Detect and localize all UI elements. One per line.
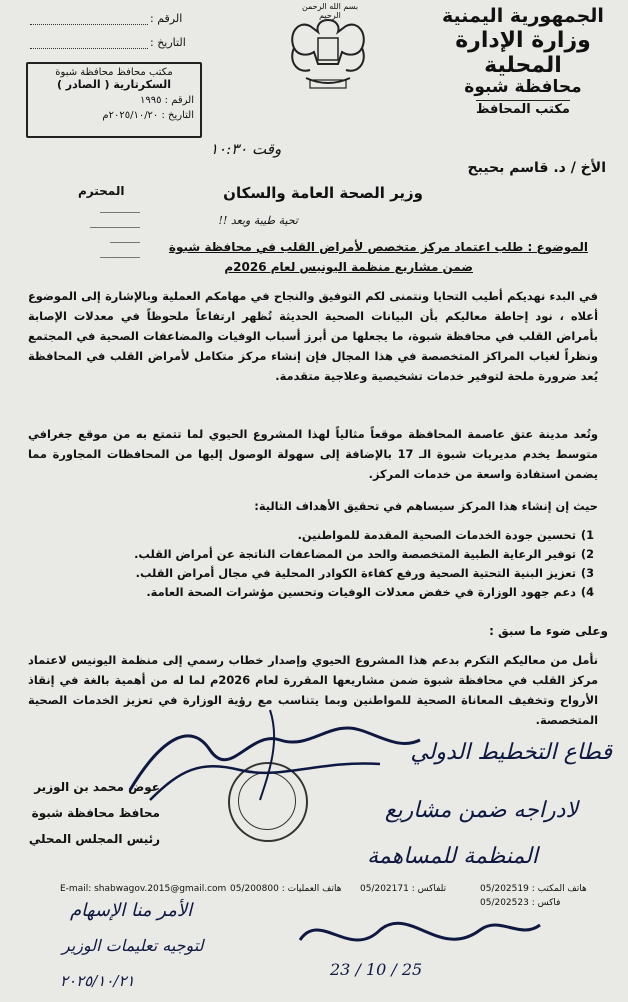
respect-word: المحترم <box>78 184 125 198</box>
ref-date-line <box>30 48 148 49</box>
ref-number-line <box>30 24 148 25</box>
footer-phone-office: هاتف المكتب : 05/202519 <box>480 884 587 894</box>
signature-scribble <box>120 700 430 810</box>
republic-name: الجمهورية اليمنية <box>442 5 604 27</box>
footer-telefax: تلفاكس : 05/202171 <box>360 884 447 894</box>
letterhead <box>428 6 618 118</box>
handwritten-note-left-date: ٢٠٢٥/١٠/٢١ <box>60 972 135 990</box>
ref-number-label: الرقم : <box>150 12 183 25</box>
subject-line-1: الموضوع : طلب اعتماد مركز متخصص لأمراض القلب في محافظة شبوة <box>168 240 588 254</box>
handwritten-directive-2: لادراجه ضمن مشاريع <box>384 798 578 823</box>
eagle-crest-icon <box>280 4 376 104</box>
handwritten-date: 23 / 10 / 25 <box>330 960 423 979</box>
ref-date-label: التاريخ : <box>150 36 186 49</box>
goals-list <box>34 526 594 602</box>
paragraph-intro: في البدء نهديكم أطيب التحايا ونتمنى لكم التوفيق والنجاح في مهامكم العملية وبالإشارة إلى الموضوع أعلاه ، نود إحاطة معاليكم بأن البيانات الصحية الحديثة تُظهر ارتفاعاً ملحوظاً في معدلات الإصابة بأمراض القلب في محافظة شبوة، ما يجعلها من أبرز أسباب الوفيات والمضاعفات الصحية في المجتمع ونظراً لغياب المراكز المتخصصة في هذا المجال فإن إنشاء مركز متكامل لأمراض القلب في المحافظة يُعد ضرورة ملحة لتوفير خدمات تشخيصية وعلاجية متقدمة. <box>28 289 598 383</box>
office-name: مكتب المحافظ <box>476 101 570 117</box>
conclusion-paragraph: نأمل من معاليكم التكرم بدعم هذا المشروع الحيوي وإصدار خطاب رسمي إلى منظمة اليونيس لاعتماد مركز القلب في محافظة شبوة ضمن مشاريعها المقررة لعام 2026م لما له من أهمية بالغة في إنقاذ الأرواح وتخفيف المعاناة الصحية للمواطنين وبما يتناسب مع رؤية الوزارة في تعزيز الخدمات الصحية المتخصصة. <box>28 653 599 727</box>
subject-line-2: ضمن مشاريع منظمة اليونيس لعام 2026م <box>224 260 473 274</box>
list-item: 2)توفير الرعاية الطبية المتخصصة والحد من المضاعفات الناتجة عن أمراض القلب. <box>134 547 594 561</box>
handwritten-directive-3: المنظمة للمساهمة <box>367 844 538 869</box>
margin-handwriting: ―――― ――――― ――― ―――― <box>90 207 140 263</box>
paragraph-location: وتُعد مدينة عتق عاصمة المحافظة موقعاً مثالياً لهذا المشروع الحيوي لما تتمتع به من موقع جغرافي متوسط يخدم مديريات شبوة الـ 17 بالإضافة إلى سهولة الوصول إليها من المحافظات المجاورة مما يضمن استفادة واسعة من خدمات المركز. <box>28 427 598 481</box>
list-item: 4)دعم جهود الوزارة في خفض معدلات الوفيات وتحسين مؤشرات الصحة العامة. <box>146 585 594 599</box>
list-item: 1)تحسين جودة الخدمات الصحية المقدمة للمواطنين. <box>297 528 594 542</box>
handwritten-time: وقت ١٠:٣٠ <box>210 140 282 158</box>
governorate-name: محافظة شبوة <box>464 77 582 98</box>
stamp-number: الرقم : ١٩٩٥ <box>140 95 194 106</box>
greeting: تحية طيبة وبعد !! <box>218 214 298 227</box>
addressee-name: الأخ / د. قاسم بحيبح <box>467 160 606 176</box>
handwritten-directive-1: قطاع التخطيط الدولي <box>410 740 612 765</box>
conclusion-heading: وعلى ضوء ما سبق : <box>489 624 608 638</box>
paragraph-goals-intro: حيث إن إنشاء هذا المركز سيساهم في تحقيق الأهداف التالية: <box>254 499 598 513</box>
footer-email: E-mail: shabwagov.2015@gmail.com <box>60 884 227 894</box>
outgoing-stamp <box>26 62 202 138</box>
stamp-date: التاريخ : ٢٠٢٥/١٠/٢٠م <box>102 110 194 121</box>
signatory-title: محافظ محافظة شبوة <box>31 806 160 820</box>
ministry-name: وزارة الإدارة المحلية <box>455 27 591 79</box>
handwritten-note-left-1: الأمر منا الإسهام <box>70 900 193 921</box>
signatory-name: عوض محمد بن الوزير <box>34 780 160 794</box>
addressee-title: وزير الصحة العامة والسكان <box>223 184 423 202</box>
footer-phone-ops: هاتف العمليات : 05/200800 <box>230 884 342 894</box>
handwritten-note-left-2: لتوجيه تعليمات الوزير <box>62 936 204 955</box>
footer-fax: فاكس : 05/202523 <box>480 898 561 908</box>
stamp-office: مكتب محافظ محافظة شبوة <box>55 67 173 78</box>
basmala: بسم الله الرحمن الرحيم <box>301 2 359 20</box>
signatory-council: رئيس المجلس المحلي <box>28 832 160 846</box>
list-item: 3)تعزيز البنية التحتية الصحية ورفع كفاءة الكوادر المحلية في مجال أمراض القلب. <box>135 566 594 580</box>
stamp-section: السكرتارية ( الصادر ) <box>56 78 172 91</box>
